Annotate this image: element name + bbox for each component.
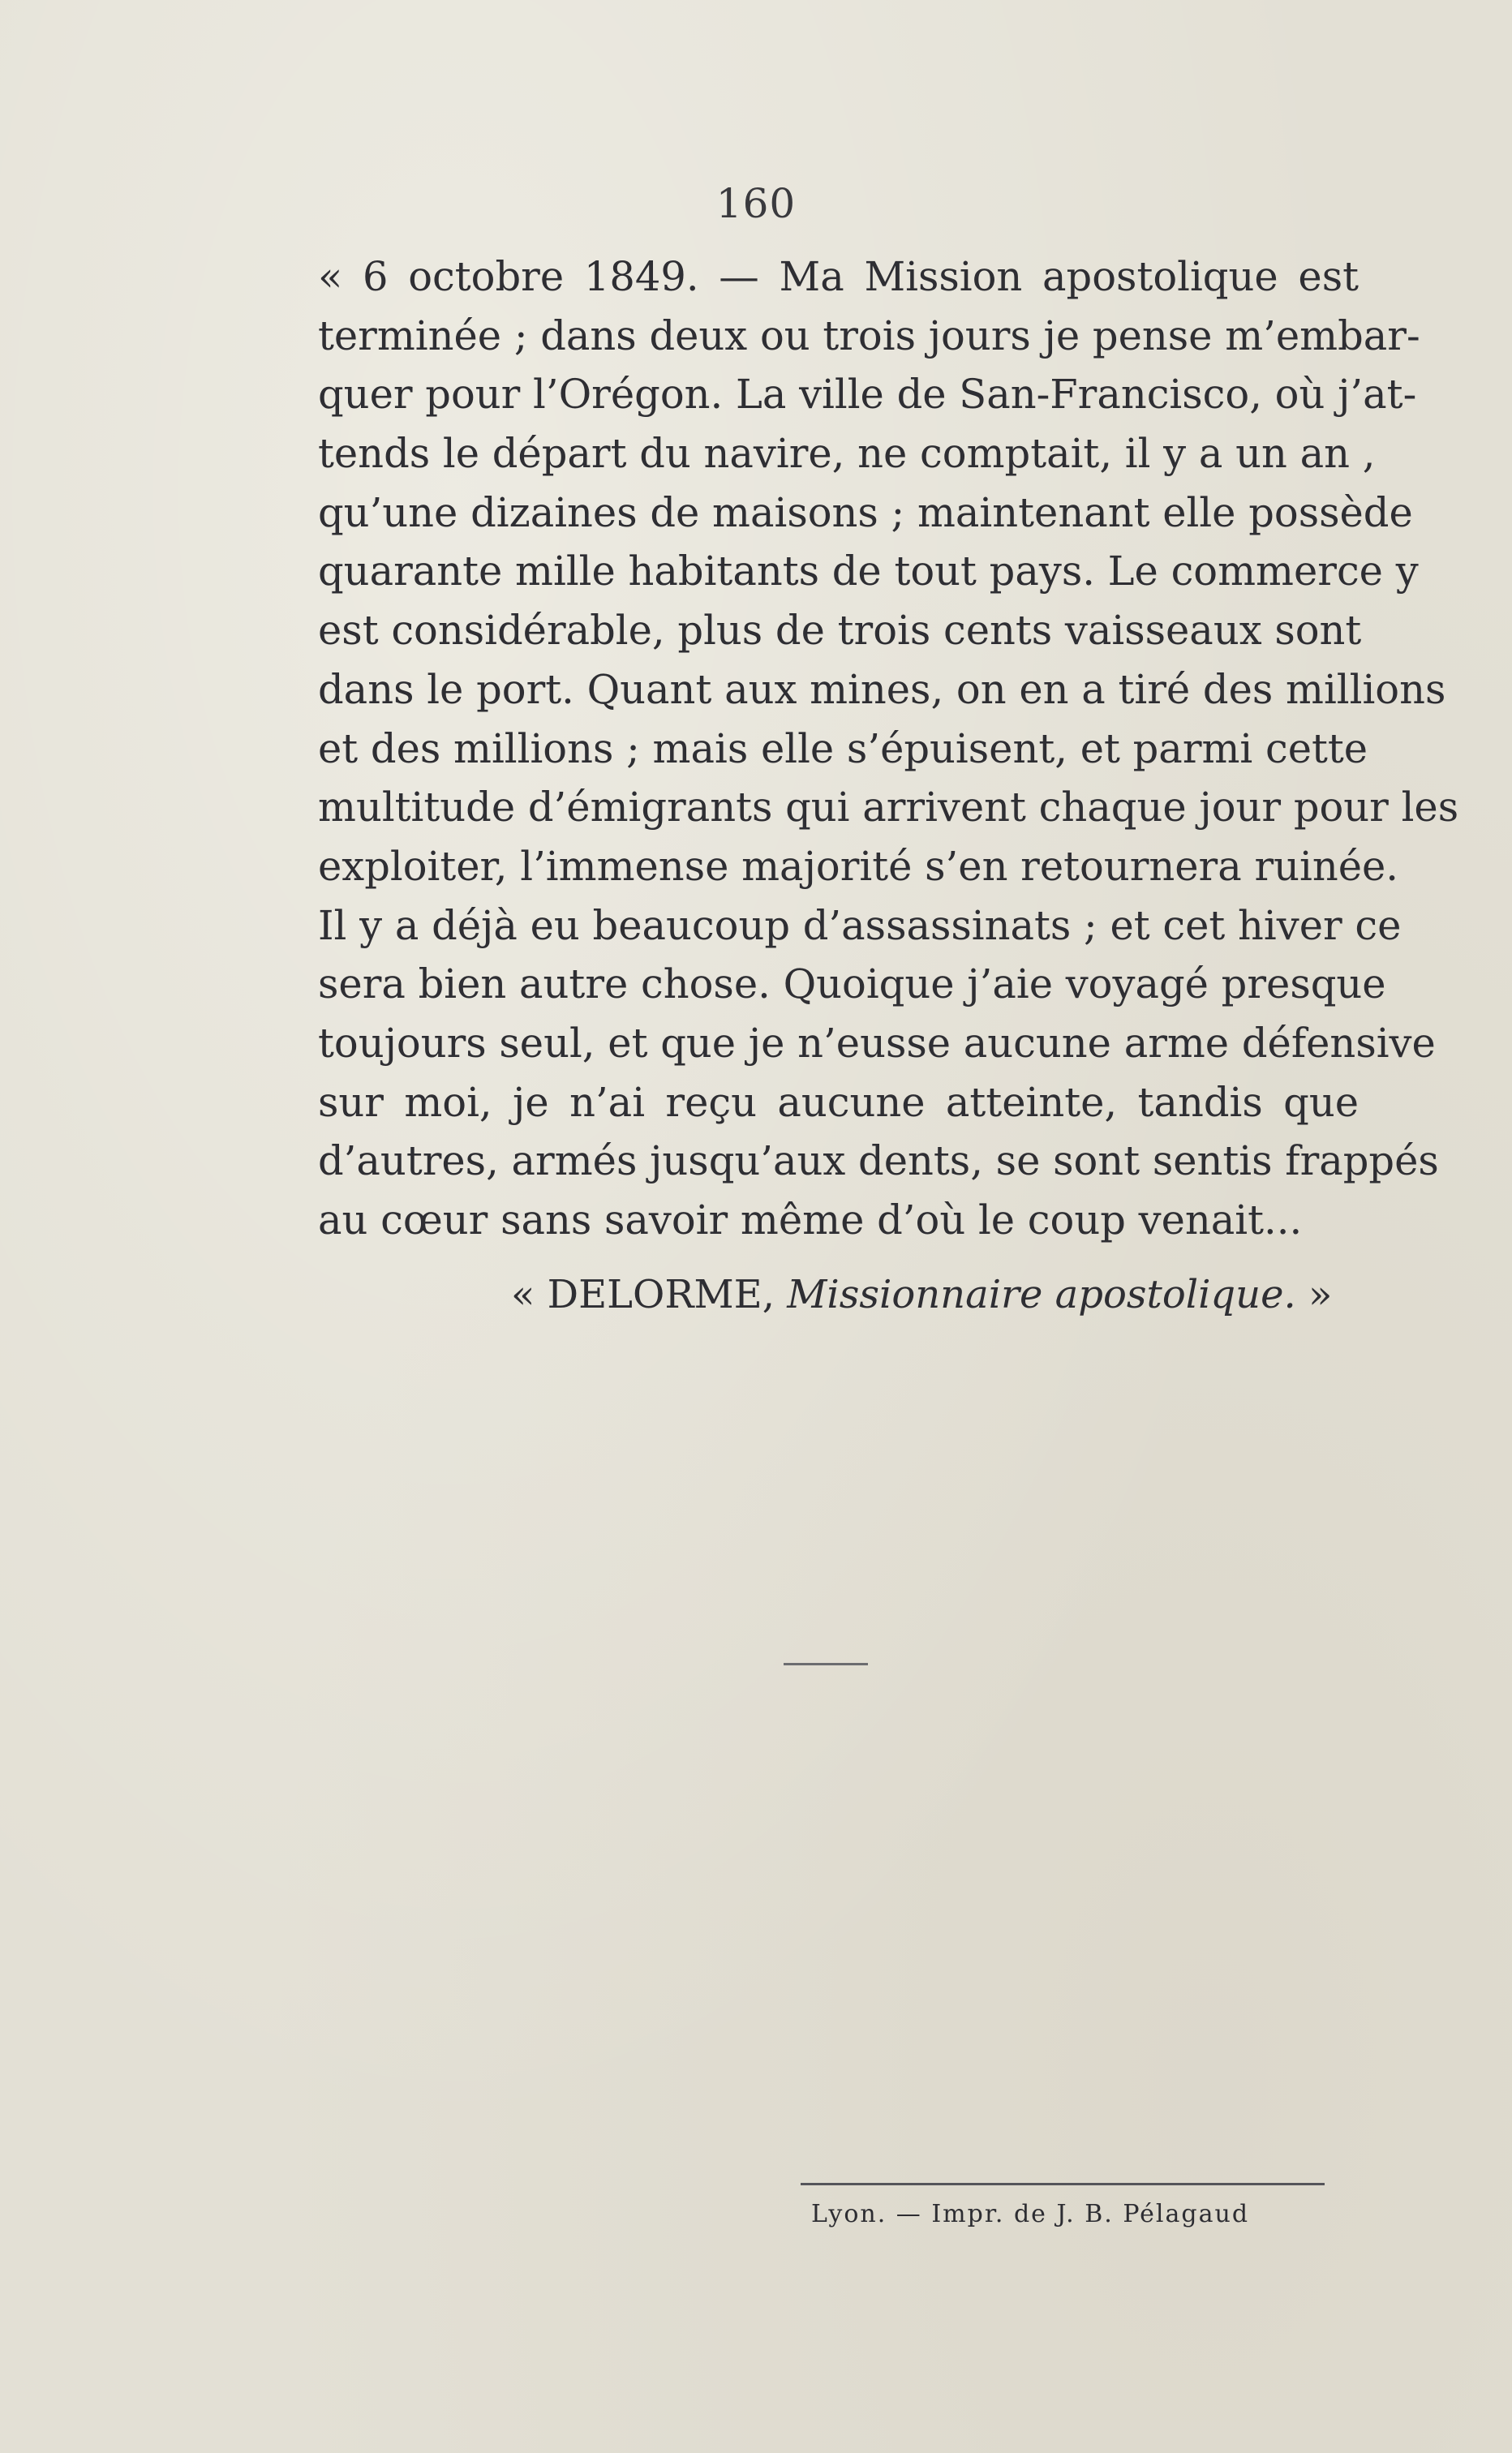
imprint-rule bbox=[801, 2183, 1325, 2185]
body-line: est considérable, plus de trois cents vaisseaux sont bbox=[318, 607, 1362, 655]
body-line: dans le port. Quant aux mines, on en a tiré des millions bbox=[318, 665, 1446, 713]
body-line: sera bien autre chose. Quoique j’aie voyagé presque bbox=[318, 960, 1386, 1008]
printer-imprint: Lyon. — Impr. de J. B. Pélagaud bbox=[811, 2200, 1250, 2228]
body-line: et des millions ; mais elle s’épuisent, et parmi cette bbox=[318, 724, 1368, 772]
body-line: quer pour l’Orégon. La ville de San-Francisco, où j’at- bbox=[318, 371, 1417, 419]
signature-name: « DELORME, bbox=[511, 1272, 775, 1317]
letter-body bbox=[318, 247, 1459, 1250]
body-line: quarante mille habitants de tout pays. Le commerce y bbox=[318, 548, 1419, 595]
body-line: au cœur sans savoir même d’où le coup venait... bbox=[318, 1196, 1303, 1244]
body-line: d’autres, armés jusqu’aux dents, se sont sentis frappés bbox=[318, 1137, 1439, 1185]
body-line: qu’une dizaines de maisons ; maintenant elle possède bbox=[318, 488, 1413, 536]
signature bbox=[511, 1272, 1333, 1317]
body-line: toujours seul, et que je n’eusse aucune arme défensive bbox=[318, 1019, 1436, 1067]
body-line: « 6 octobre 1849. — Ma Mission apostolique est bbox=[318, 253, 1359, 300]
section-divider bbox=[784, 1663, 868, 1665]
signature-close-quote: » bbox=[1308, 1272, 1333, 1317]
body-line: tends le départ du navire, ne comptait, il y a un an , bbox=[318, 430, 1376, 478]
body-line: Il y a déjà eu beaucoup d’assassinats ; et cet hiver ce bbox=[318, 901, 1402, 949]
signature-title: Missionnaire apostolique. bbox=[787, 1272, 1296, 1317]
page-number: 160 bbox=[715, 180, 797, 227]
body-line: exploiter, l’immense majorité s’en retournera ruinée. bbox=[318, 842, 1399, 890]
body-line: multitude d’émigrants qui arrivent chaque jour pour les bbox=[318, 784, 1459, 831]
body-line: sur moi, je n’ai reçu aucune atteinte, tandis que bbox=[318, 1078, 1359, 1126]
body-line: terminée ; dans deux ou trois jours je pense m’embar- bbox=[318, 311, 1420, 359]
